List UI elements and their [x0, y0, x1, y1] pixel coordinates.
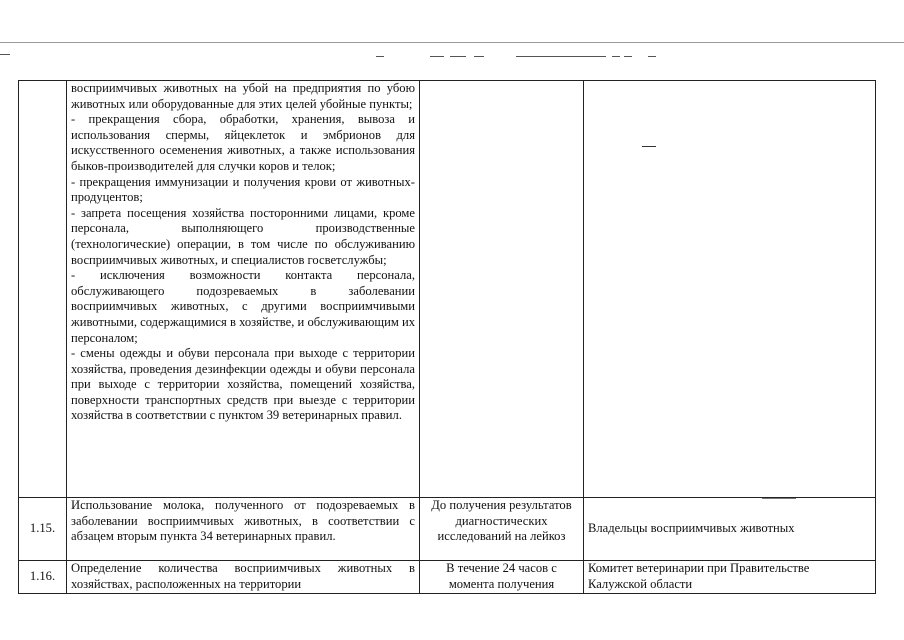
- description-paragraph: - запрета посещения хозяйства посторонними лицами, кроме персонала, выполняющего производственные (технологические) операции, в том числе по обслуживанию восприимчивых животных, и специалистов госветслужбы;: [71, 205, 415, 267]
- description-paragraph: - смены одежды и обуви персонала при выходе с территории хозяйства, проведения дезинфекции одежды и обуви персонала при выходе с территории хозяйства, помещений хозяйства, поверхности транспортных средств при выезде с территории хозяйства в соответствии с пунктом 39 ветеринарных правил.: [71, 346, 415, 423]
- row-responsible-cell: Владельцы восприимчивых животных: [584, 498, 876, 561]
- description-paragraph: восприимчивых животных на убой на предприятия по убою животных или оборудованные для этих целей убойные пункты;: [71, 81, 415, 111]
- scan-dash-mark: [0, 54, 10, 55]
- scan-dash-mark: [762, 498, 796, 499]
- table-row-continuation: [19, 81, 876, 498]
- row-description-cell: Определение количества восприимчивых животных в хозяйствах, расположенных на территории: [67, 561, 420, 594]
- row-description-cell: Использование молока, полученного от подозреваемых в заболевании восприимчивых животных, в соответствии с абзацем вторым пункта 34 ветеринарных правил.: [67, 498, 420, 561]
- scan-dash-mark: [474, 56, 484, 57]
- row-description-cell: [67, 81, 420, 498]
- row-number-cell: 1.16.: [19, 561, 67, 594]
- scan-dash-mark: [450, 56, 466, 57]
- scan-dash-mark: [376, 56, 384, 57]
- row-term-cell: [420, 81, 584, 498]
- scan-dash-mark: [648, 56, 656, 57]
- table-row-1-15: [19, 498, 876, 561]
- scan-dash-mark: [430, 56, 444, 57]
- row-term-cell: До получения результатов диагностических исследований на лейкоз: [420, 498, 584, 561]
- page-top-rule: [0, 42, 904, 43]
- table-row-1-16: [19, 561, 876, 594]
- measures-table: [18, 80, 876, 594]
- row-responsible-cell: Комитет ветеринарии при Правительстве Калужской области: [584, 561, 876, 594]
- scan-dash-mark: [642, 146, 656, 147]
- row-number-cell: [19, 81, 67, 498]
- description-paragraph: - прекращения иммунизации и получения крови от животных-продуцентов;: [71, 174, 415, 205]
- row-term-cell: В течение 24 часов с момента получения: [420, 561, 584, 594]
- scan-dash-mark: [516, 56, 606, 57]
- row-responsible-cell: [584, 81, 876, 498]
- description-paragraph: - прекращения сбора, обработки, хранения, вывоза и использования спермы, яйцеклеток и эмбрионов для искусственного осеменения животных, а также использования быков-производителей для случки коров и телок;: [71, 112, 415, 173]
- scan-dash-mark: [612, 56, 620, 57]
- row-number-cell: 1.15.: [19, 498, 67, 561]
- description-paragraph: - исключения возможности контакта персонала, обслуживающего подозреваемых в заболевании восприимчивых животных, с другими восприимчивыми животными, содержащимися в хозяйстве, и обслуживающим их персоналом;: [71, 268, 415, 345]
- scan-dash-mark: [624, 56, 632, 57]
